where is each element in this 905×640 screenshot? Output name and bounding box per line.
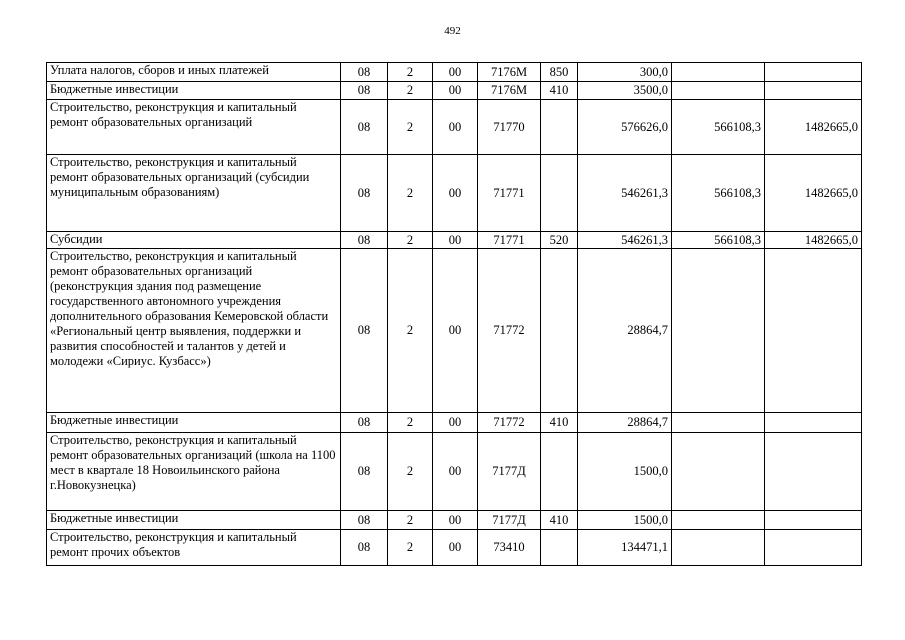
amount-2 — [672, 511, 765, 530]
amount-3 — [765, 249, 862, 413]
code-program: 00 — [433, 232, 478, 249]
code-subsection: 2 — [388, 63, 433, 82]
amount-1: 546261,3 — [578, 232, 672, 249]
table-row — [47, 530, 862, 566]
amount-3: 1482665,0 — [765, 100, 862, 155]
amount-3 — [765, 511, 862, 530]
amount-1: 3500,0 — [578, 82, 672, 100]
amount-2: 566108,3 — [672, 155, 765, 232]
row-name: Строительство, реконструкция и капитальный ремонт прочих объектов — [47, 530, 341, 566]
budget-table — [46, 62, 862, 566]
code-subsection: 2 — [388, 155, 433, 232]
amount-2: 566108,3 — [672, 100, 765, 155]
code-expense-type: 410 — [541, 413, 578, 433]
code-section: 08 — [341, 249, 388, 413]
amount-2 — [672, 63, 765, 82]
code-expense-type — [541, 530, 578, 566]
code-target: 7177Д — [478, 511, 541, 530]
row-name: Строительство, реконструкция и капитальный ремонт образовательных организаций (реконструкция здания под размещение государственного автономного учреждения дополнительного образования Кемеровской области «Региональный центр выявления, поддержки и развития способностей и талантов у детей и молодежи «Сириус. Кузбасс») — [47, 249, 341, 413]
amount-2 — [672, 249, 765, 413]
table-row — [47, 249, 862, 413]
code-expense-type — [541, 249, 578, 413]
table-row — [47, 100, 862, 155]
code-subsection: 2 — [388, 232, 433, 249]
table-row — [47, 232, 862, 249]
code-target: 71770 — [478, 100, 541, 155]
amount-1: 28864,7 — [578, 249, 672, 413]
code-subsection: 2 — [388, 249, 433, 413]
code-section: 08 — [341, 530, 388, 566]
code-subsection: 2 — [388, 82, 433, 100]
code-expense-type: 410 — [541, 511, 578, 530]
code-section: 08 — [341, 511, 388, 530]
code-section: 08 — [341, 63, 388, 82]
amount-3 — [765, 413, 862, 433]
code-subsection: 2 — [388, 511, 433, 530]
amount-1: 576626,0 — [578, 100, 672, 155]
amount-1: 1500,0 — [578, 511, 672, 530]
code-expense-type — [541, 100, 578, 155]
code-subsection: 2 — [388, 100, 433, 155]
amount-1: 546261,3 — [578, 155, 672, 232]
row-name: Бюджетные инвестиции — [47, 413, 341, 433]
page-number: 492 — [444, 25, 461, 37]
amount-3 — [765, 82, 862, 100]
code-target: 73410 — [478, 530, 541, 566]
code-subsection: 2 — [388, 413, 433, 433]
code-expense-type — [541, 433, 578, 511]
table-row — [47, 433, 862, 511]
code-program: 00 — [433, 511, 478, 530]
amount-2 — [672, 433, 765, 511]
code-section: 08 — [341, 232, 388, 249]
amount-1: 134471,1 — [578, 530, 672, 566]
code-program: 00 — [433, 63, 478, 82]
row-name: Субсидии — [47, 232, 341, 249]
table-row — [47, 82, 862, 100]
row-name: Бюджетные инвестиции — [47, 82, 341, 100]
code-program: 00 — [433, 530, 478, 566]
amount-1: 1500,0 — [578, 433, 672, 511]
code-program: 00 — [433, 100, 478, 155]
code-section: 08 — [341, 82, 388, 100]
row-name: Уплата налогов, сборов и иных платежей — [47, 63, 341, 82]
row-name: Бюджетные инвестиции — [47, 511, 341, 530]
code-target: 71771 — [478, 232, 541, 249]
code-program: 00 — [433, 155, 478, 232]
code-section: 08 — [341, 433, 388, 511]
amount-3 — [765, 433, 862, 511]
code-target: 71771 — [478, 155, 541, 232]
table-row — [47, 155, 862, 232]
code-program: 00 — [433, 82, 478, 100]
table-row — [47, 511, 862, 530]
amount-2 — [672, 82, 765, 100]
amount-1: 300,0 — [578, 63, 672, 82]
code-subsection: 2 — [388, 433, 433, 511]
code-expense-type: 410 — [541, 82, 578, 100]
code-section: 08 — [341, 155, 388, 232]
table-row — [47, 63, 862, 82]
amount-3 — [765, 63, 862, 82]
amount-2: 566108,3 — [672, 232, 765, 249]
code-program: 00 — [433, 433, 478, 511]
code-section: 08 — [341, 413, 388, 433]
code-target: 7176М — [478, 82, 541, 100]
code-expense-type: 850 — [541, 63, 578, 82]
code-target: 7177Д — [478, 433, 541, 511]
code-program: 00 — [433, 249, 478, 413]
table-row — [47, 413, 862, 433]
code-subsection: 2 — [388, 530, 433, 566]
code-section: 08 — [341, 100, 388, 155]
code-target: 71772 — [478, 413, 541, 433]
amount-3: 1482665,0 — [765, 232, 862, 249]
row-name: Строительство, реконструкция и капитальный ремонт образовательных организаций (субсидии муниципальным образованиям) — [47, 155, 341, 232]
code-program: 00 — [433, 413, 478, 433]
row-name: Строительство, реконструкция и капитальный ремонт образовательных организаций — [47, 100, 341, 155]
row-name: Строительство, реконструкция и капитальный ремонт образовательных организаций (школа на 1100 мест в квартале 18 Новоильинского района г.Новокузнецка) — [47, 433, 341, 511]
amount-1: 28864,7 — [578, 413, 672, 433]
amount-2 — [672, 530, 765, 566]
amount-3: 1482665,0 — [765, 155, 862, 232]
code-expense-type: 520 — [541, 232, 578, 249]
code-expense-type — [541, 155, 578, 232]
amount-3 — [765, 530, 862, 566]
amount-2 — [672, 413, 765, 433]
code-target: 71772 — [478, 249, 541, 413]
code-target: 7176М — [478, 63, 541, 82]
